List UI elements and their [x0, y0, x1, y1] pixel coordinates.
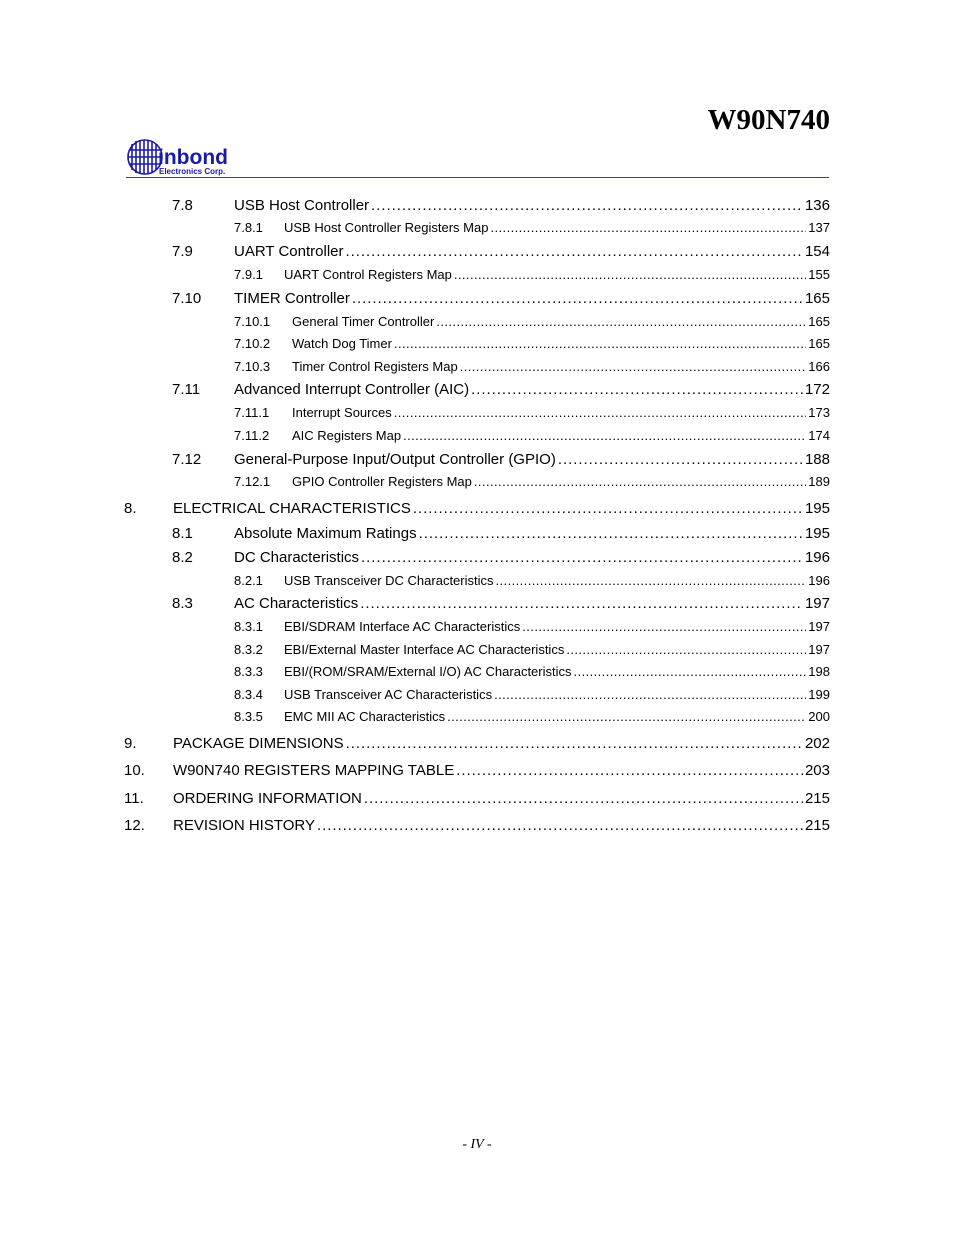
dot-leader: [346, 735, 803, 753]
toc-entry-page: 154: [804, 243, 830, 260]
toc-entry-number: 7.8: [172, 197, 193, 214]
dot-leader: [364, 790, 803, 808]
toc-entry-title: EBI/(ROM/SRAM/External I/O) AC Characteristics: [284, 664, 572, 679]
toc-entry-title: USB Host Controller Registers Map: [284, 220, 489, 235]
toc-entry-number: 7.11.2: [234, 428, 270, 443]
toc-entry-page: 203: [804, 762, 830, 779]
dot-leader: [361, 549, 803, 567]
dot-leader: [419, 525, 803, 543]
toc-entry-number: 7.12.1: [234, 474, 271, 489]
toc-entry-title: Timer Control Registers Map: [292, 359, 458, 374]
toc-entry-page: 165: [808, 336, 830, 351]
toc-entry-title: PACKAGE DIMENSIONS: [173, 735, 344, 752]
page-number: - IV -: [462, 1137, 492, 1152]
toc-entry-page: 200: [808, 709, 830, 724]
toc-entry-title: EBI/External Master Interface AC Characteristics: [284, 642, 565, 657]
dot-leader: [345, 243, 802, 261]
toc-entry-page: 165: [808, 314, 830, 329]
toc-entry-page: 165: [804, 290, 830, 307]
dot-leader: [352, 290, 803, 308]
toc-entry-page: 202: [804, 735, 830, 752]
dot-leader: [496, 573, 807, 589]
toc-entry-title: TIMER Controller: [234, 290, 350, 307]
toc-entry-title: Advanced Interrupt Controller (AIC): [234, 381, 470, 398]
toc-entry-page: 197: [808, 642, 830, 657]
toc-entry-number: 8.2.1: [234, 573, 263, 588]
dot-leader: [574, 664, 807, 680]
dot-leader: [490, 220, 806, 236]
dot-leader: [436, 314, 806, 330]
dot-leader: [558, 451, 803, 469]
toc-entry-number: 7.10.2: [234, 336, 271, 351]
toc-entry-number: 8.3: [172, 595, 193, 612]
toc-entry-number: 8.3.4: [234, 687, 263, 702]
toc-entry-title: General-Purpose Input/Output Controller (GPIO): [234, 451, 556, 468]
dot-leader: [566, 642, 806, 658]
toc-entry-number: 7.12: [172, 451, 202, 468]
toc-entry-number: 12.: [124, 817, 145, 834]
toc-entry-title: ORDERING INFORMATION: [173, 790, 362, 807]
toc-entry-title: Interrupt Sources: [292, 405, 392, 420]
toc-entry-page: 137: [808, 220, 830, 235]
toc-entry-page: 197: [804, 595, 830, 612]
dot-leader: [460, 359, 807, 375]
toc-entry-title: EMC MII AC Characteristics: [284, 709, 446, 724]
toc-entry-number: 7.9.1: [234, 267, 263, 282]
toc-entry-page: 188: [804, 451, 830, 468]
toc-entry-title: USB Host Controller: [234, 197, 370, 214]
toc-entry-page: 198: [808, 664, 830, 679]
toc-entry-number: 7.8.1: [234, 220, 263, 235]
toc-entry-number: 7.11: [172, 381, 201, 398]
toc-entry-title: ELECTRICAL CHARACTERISTICS: [173, 500, 411, 517]
toc-entry-page: 196: [808, 573, 830, 588]
toc-entry-page: 174: [808, 428, 830, 443]
toc-entry-number: 8.3.5: [234, 709, 263, 724]
toc-entry-page: 195: [804, 500, 830, 517]
dot-leader: [413, 500, 803, 518]
toc-entry-number: 8.3.3: [234, 664, 263, 679]
toc-entry-title: GPIO Controller Registers Map: [292, 474, 472, 489]
toc-entry-page: 195: [804, 525, 830, 542]
dot-leader: [447, 709, 806, 725]
toc-entry-title: UART Controller: [234, 243, 344, 260]
toc-entry-page: 155: [808, 267, 830, 282]
dot-leader: [474, 474, 806, 490]
dot-leader: [454, 267, 806, 283]
dot-leader: [317, 817, 803, 835]
toc-entry-page: 199: [808, 687, 830, 702]
toc-entry-page: 189: [808, 474, 830, 489]
toc-entry-page: 196: [804, 549, 830, 566]
toc-entry-title: USB Transceiver DC Characteristics: [284, 573, 494, 588]
dot-leader: [394, 405, 807, 421]
toc-entry-page: 136: [804, 197, 830, 214]
dot-leader: [471, 381, 803, 399]
dot-leader: [394, 336, 806, 352]
dot-leader: [360, 595, 803, 613]
dot-leader: [494, 687, 806, 703]
toc-entry-title: UART Control Registers Map: [284, 267, 452, 282]
toc-entry-number: 8.2: [172, 549, 193, 566]
toc-entry-number: 8.3.2: [234, 642, 263, 657]
toc-entry-page: 166: [808, 359, 830, 374]
toc-entry-number: 11.: [124, 790, 144, 807]
toc-entry-title: AIC Registers Map: [292, 428, 402, 443]
toc-entry-number: 7.10.3: [234, 359, 271, 374]
logo-wordmark: inbond: [158, 146, 228, 169]
toc-entry-number: 10.: [124, 762, 145, 779]
toc-entry-title: REVISION HISTORY: [173, 817, 315, 834]
toc-entry-page: 215: [804, 817, 830, 834]
dot-leader: [456, 762, 803, 780]
toc-entry-number: 8.: [124, 500, 137, 517]
dot-leader: [403, 428, 806, 444]
toc-entry-page: 215: [804, 790, 830, 807]
toc-entry-page: 173: [808, 405, 830, 420]
toc-entry-title: AC Characteristics: [234, 595, 359, 612]
toc-entry-title: General Timer Controller: [292, 314, 435, 329]
toc-entry-title: Absolute Maximum Ratings: [234, 525, 417, 542]
toc-entry-title: EBI/SDRAM Interface AC Characteristics: [284, 619, 521, 634]
toc-entry-title: USB Transceiver AC Characteristics: [284, 687, 493, 702]
toc-entry-title: DC Characteristics: [234, 549, 360, 566]
toc-entry-number: 8.1: [172, 525, 193, 542]
dot-leader: [371, 197, 803, 215]
toc-entry-number: 9.: [124, 735, 137, 752]
logo-subtitle: Electronics Corp.: [159, 167, 226, 176]
toc-entry-page: 172: [804, 381, 830, 398]
toc-entry-page: 197: [808, 619, 830, 634]
document-title: W90N740: [707, 104, 830, 136]
toc-entry-number: 7.9: [172, 243, 193, 260]
toc-entry-number: 8.3.1: [234, 619, 263, 634]
toc-entry-title: W90N740 REGISTERS MAPPING TABLE: [173, 762, 455, 779]
toc-entry-number: 7.10.1: [234, 314, 271, 329]
toc-entry-title: Watch Dog Timer: [292, 336, 392, 351]
toc-entry-number: 7.10: [172, 290, 202, 307]
toc-entry-number: 7.11.1: [234, 405, 270, 420]
dot-leader: [522, 619, 806, 635]
